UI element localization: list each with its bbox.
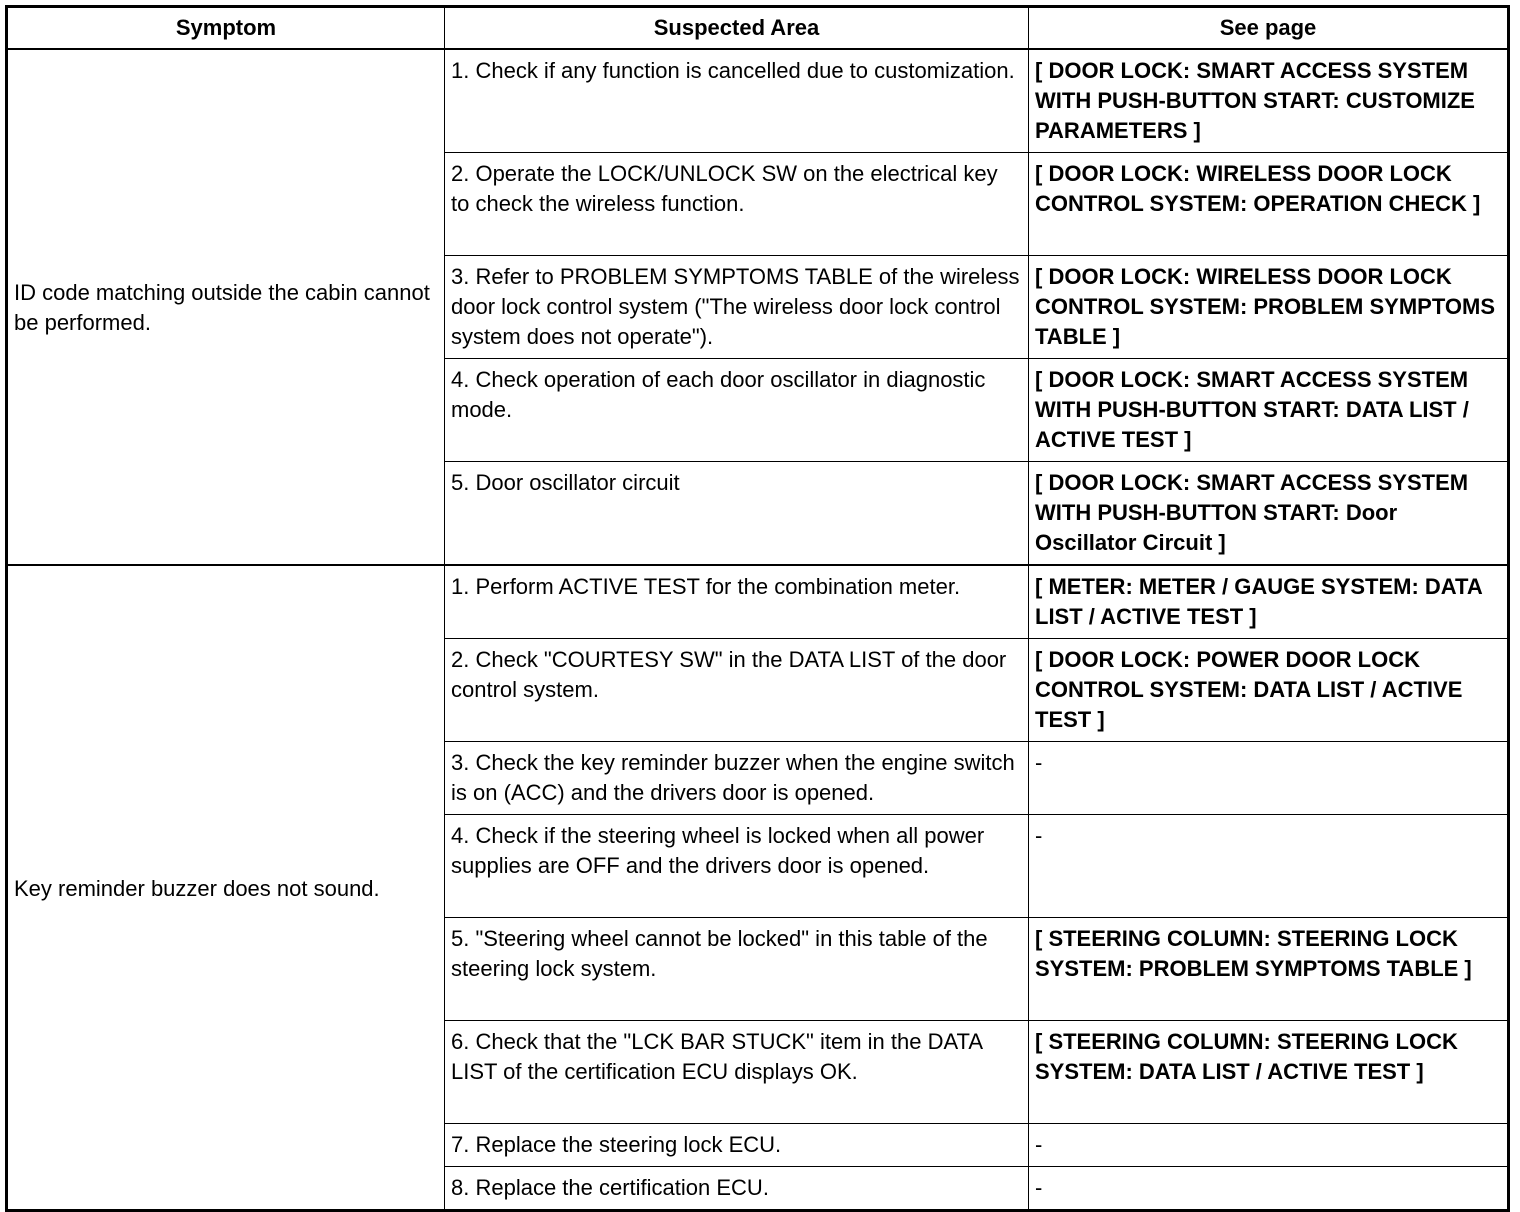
- table-row: [7, 49, 1509, 153]
- problem-symptoms-table: [5, 5, 1510, 1212]
- see-page-link[interactable]: [ DOOR LOCK: SMART ACCESS SYSTEM WITH PUSH-BUTTON START: Door Oscillator Circuit ]: [1029, 462, 1509, 566]
- table-row: [7, 565, 1509, 639]
- suspected-area-cell: 5. "Steering wheel cannot be locked" in this table of the steering lock system.: [445, 918, 1029, 1021]
- suspected-area-cell: 4. Check if the steering wheel is locked when all power supplies are OFF and the drivers door is opened.: [445, 815, 1029, 918]
- suspected-area-cell: 1. Perform ACTIVE TEST for the combination meter.: [445, 565, 1029, 639]
- see-page-link[interactable]: [ DOOR LOCK: WIRELESS DOOR LOCK CONTROL SYSTEM: OPERATION CHECK ]: [1029, 153, 1509, 256]
- suspected-area-cell: 2. Operate the LOCK/UNLOCK SW on the electrical key to check the wireless function.: [445, 153, 1029, 256]
- suspected-area-cell: 2. Check "COURTESY SW" in the DATA LIST of the door control system.: [445, 639, 1029, 742]
- header-suspected-area: Suspected Area: [445, 7, 1029, 50]
- see-page-value: -: [1029, 1124, 1509, 1167]
- suspected-area-cell: 7. Replace the steering lock ECU.: [445, 1124, 1029, 1167]
- see-page-link[interactable]: [ STEERING COLUMN: STEERING LOCK SYSTEM: PROBLEM SYMPTOMS TABLE ]: [1029, 918, 1509, 1021]
- see-page-link[interactable]: [ DOOR LOCK: WIRELESS DOOR LOCK CONTROL SYSTEM: PROBLEM SYMPTOMS TABLE ]: [1029, 256, 1509, 359]
- see-page-link[interactable]: [ METER: METER / GAUGE SYSTEM: DATA LIST / ACTIVE TEST ]: [1029, 565, 1509, 639]
- see-page-link[interactable]: [ DOOR LOCK: SMART ACCESS SYSTEM WITH PUSH-BUTTON START: DATA LIST / ACTIVE TEST ]: [1029, 359, 1509, 462]
- see-page-value: -: [1029, 815, 1509, 918]
- see-page-link[interactable]: [ DOOR LOCK: SMART ACCESS SYSTEM WITH PUSH-BUTTON START: CUSTOMIZE PARAMETERS ]: [1029, 49, 1509, 153]
- symptom-cell: Key reminder buzzer does not sound.: [7, 565, 445, 1211]
- see-page-value: -: [1029, 1167, 1509, 1211]
- suspected-area-cell: 1. Check if any function is cancelled due to customization.: [445, 49, 1029, 153]
- suspected-area-cell: 5. Door oscillator circuit: [445, 462, 1029, 566]
- see-page-value: -: [1029, 742, 1509, 815]
- see-page-link[interactable]: [ STEERING COLUMN: STEERING LOCK SYSTEM: DATA LIST / ACTIVE TEST ]: [1029, 1021, 1509, 1124]
- header-row: [7, 7, 1509, 50]
- suspected-area-cell: 3. Check the key reminder buzzer when the engine switch is on (ACC) and the drivers door is opened.: [445, 742, 1029, 815]
- header-see-page: See page: [1029, 7, 1509, 50]
- see-page-link[interactable]: [ DOOR LOCK: POWER DOOR LOCK CONTROL SYSTEM: DATA LIST / ACTIVE TEST ]: [1029, 639, 1509, 742]
- suspected-area-cell: 3. Refer to PROBLEM SYMPTOMS TABLE of the wireless door lock control system ("The wireless door lock control system does not operate").: [445, 256, 1029, 359]
- suspected-area-cell: 8. Replace the certification ECU.: [445, 1167, 1029, 1211]
- suspected-area-cell: 4. Check operation of each door oscillator in diagnostic mode.: [445, 359, 1029, 462]
- symptom-cell: ID code matching outside the cabin cannot be performed.: [7, 49, 445, 565]
- header-symptom: Symptom: [7, 7, 445, 50]
- suspected-area-cell: 6. Check that the "LCK BAR STUCK" item in the DATA LIST of the certification ECU displays OK.: [445, 1021, 1029, 1124]
